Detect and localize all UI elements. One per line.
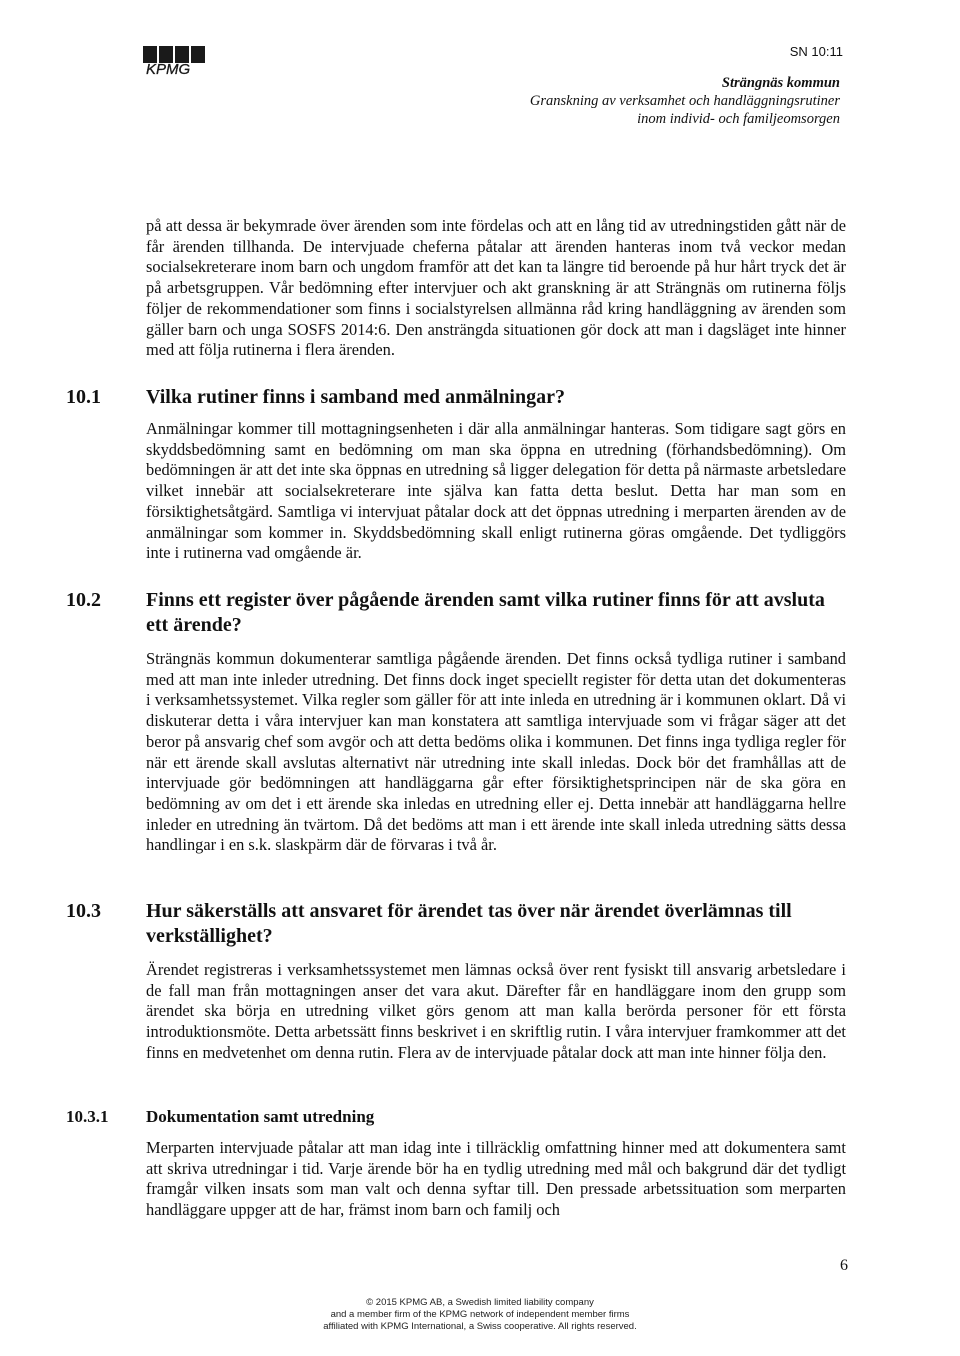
section-number: 10.2 bbox=[66, 589, 101, 611]
section-heading-10-3-1 bbox=[66, 1106, 846, 1127]
section-number: 10.3 bbox=[66, 900, 101, 922]
intro-paragraph: på att dessa är bekymrade över ärenden som inte fördelas och att en lång tid av utredningstiden gått när de får ärenden tillhanda. De intervjuade cheferna påtalar att ärenden hanteras inom två veckor medan socialsekreterare inom barn och ungdom framför att det kan ta längre tid beroende på hur hårt tryck det är på arbetsgruppen. Vår bedömning efter intervjuer och akt granskning är att Strängnäs om rutinerna följs följer de rekommendationer som finns i socialstyrelsen allmänna råd kring handläggning av ärenden som gäller barn och unga SOSFS 2014:6. Den ansträngda situationen gör dock att man i dagsläget inte hinner med att följa rutinerna i flera ärenden. bbox=[146, 216, 846, 360]
footer-line: affiliated with KPMG International, a Swiss cooperative. All rights reserved. bbox=[323, 1321, 637, 1332]
header-title-line1: Granskning av verksamhet och handläggningsrutiner bbox=[529, 93, 840, 109]
section-number: 10.1 bbox=[66, 386, 101, 408]
section-paragraph: Anmälningar kommer till mottagningsenheten i där alla anmälningar hanteras. Som tidigare sagt görs en skyddsbedömning samt en bedömning om man ska öppna en utredning (förhandsbedömning). Om bedömningen är att det inte ska öppnas en utredning så ligger delegation för detta på närmaste arbetsledare vilket innebär att socialsekreterare inte själva kan fatta detta beslut. Detta har man som en försiktighetsåtgärd. Samtliga vi intervjuat påtalar dock att det öppnas utredning i merparten ärenden av de anmälningar som kommer in. Skyddsbedömning skall enligt rutinerna göras omgående. Det tydliggörs inte i rutinerna vad omgående är. bbox=[146, 419, 846, 563]
section-title: Finns ett register över pågående ärenden samt vilka rutiner finns för att avsluta ett ärende? bbox=[146, 589, 825, 636]
header-meta bbox=[530, 74, 840, 128]
document-code: SN 10:11 bbox=[789, 44, 843, 59]
footer-line: © 2015 KPMG AB, a Swedish limited liability company bbox=[366, 1297, 594, 1308]
header-title-line2: inom individ- och familjeomsorgen bbox=[637, 111, 840, 127]
footer-copyright bbox=[0, 1297, 960, 1333]
section-title: Dokumentation samt utredning bbox=[146, 1107, 375, 1126]
kpmg-logo bbox=[143, 46, 213, 76]
section-number: 10.3.1 bbox=[66, 1107, 109, 1126]
section-heading-10-2 bbox=[66, 588, 846, 638]
section-heading-10-1 bbox=[66, 385, 846, 410]
section-paragraph: Ärendet registreras i verksamhetssystemet men lämnas också över rent fysiskt till ansvarig arbetsledare i de fall man från mottagningen anser det vara akut. Därefter får en handläggare inom den grupp som ärendet ska börja en utredning vilket görs genom att man kalla berörda personer för ett första introduktionsmöte. Detta arbetssätt finns beskrivet i en skriftlig rutin. I våra intervjuer framkommer att det finns en medvetenhet om denna rutin. Flera av de intervjuade påtalar dock att man inte hinner följa den. bbox=[146, 960, 846, 1062]
section-heading-10-3 bbox=[66, 899, 846, 949]
page-number: 6 bbox=[840, 1257, 848, 1274]
svg-text:KPMG: KPMG bbox=[146, 61, 191, 76]
section-paragraph: Merparten intervjuade påtalar att man idag inte i tillräcklig omfattning hinner med att dokumentera samt att skriva utredningar i tid. Varje ärende bör ha en tydlig utredning med mål och bakgrund där det tydligt framgår vilken insats som man valt och denna syftar till. Den pressade arbetssituation som merparten handläggare uppger att de har, främst inom barn och familj och bbox=[146, 1138, 846, 1220]
section-title: Vilka rutiner finns i samband med anmälningar? bbox=[146, 386, 565, 408]
footer-line: and a member firm of the KPMG network of independent member firms bbox=[330, 1309, 630, 1320]
section-title: Hur säkerställs att ansvaret för ärendet tas över när ärendet överlämnas till verkställighet? bbox=[146, 900, 792, 947]
section-paragraph: Strängnäs kommun dokumenterar samtliga pågående ärenden. Det finns också tydliga rutiner i samband med att man inte inleder utredning. Det finns dock inget speciellt register för detta utan det dokumenteras i verksamhetssystemet. Vilka regler som gäller för att inte inleda en utredning är i kommunen oklart. Då vi diskuterar detta i våra intervjuer kan man konstatera att samtliga intervjuade som vi frågar säger att det beror på ansvarig chef som avgör och att detta bedöms olika i kommunen. Det finns inga tydliga regler för när ett ärende skall avslutas alternativt när utredning inte skall inledas. Dock bör det framhållas att de intervjuade gör bedömningen att handläggarna går efter försiktighetsprincipen när de ska göra en bedömning av om det i ett ärende ska inledas en utredning eller ej. Detta innebär att handläggarna hellre inleder en utredning än tvärtom. Då det bedöms att man i ett ärende inte skall inleda utredning sätts dessa handlingar i en s.k. slaskpärm där de förvaras i två år. bbox=[146, 649, 846, 855]
header-entity: Strängnäs kommun bbox=[721, 75, 840, 91]
